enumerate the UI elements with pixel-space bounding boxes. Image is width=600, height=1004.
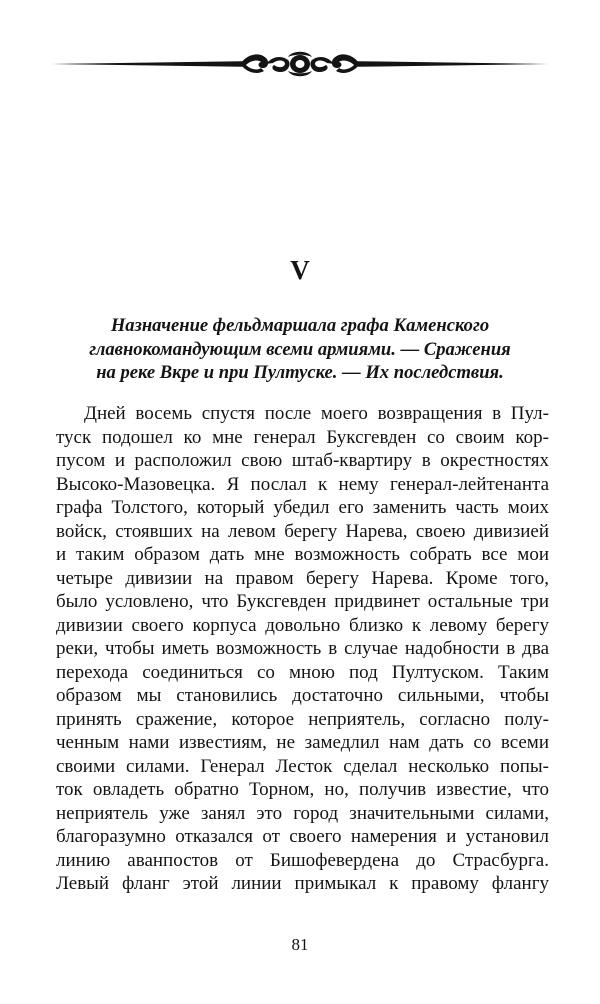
text-line: дивизии своего корпуса довольно близко к левому берегу: [56, 614, 549, 636]
text-line: перехода соединиться со мною под Пултуском. Таким: [56, 661, 549, 683]
text-line: принять сражение, которое неприятель, согласно полу-: [56, 708, 549, 730]
chapter-title-line: Назначение фельдмаршала графа Каменского: [110, 315, 490, 336]
text-line: образом мы становились достаточно сильными, чтобы: [56, 685, 549, 706]
text-line: пусом и расположил свою штаб-квартиру в окрестностях: [56, 450, 549, 471]
text-line: туск подошел ко мне генерал Буксгевден со своим кор-: [56, 426, 549, 448]
body-paragraph: [56, 402, 549, 896]
text-line: четыре дивизии на правом берегу Нарева. Кроме того,: [56, 567, 549, 589]
text-line: Дней восемь спустя после моего возвращения в Пул-: [84, 403, 549, 424]
text-line: своими силами. Генерал Лесток сделал несколько попы-: [56, 755, 549, 777]
text-line: реки, чтобы иметь возможность в случае надобности в два: [56, 638, 549, 659]
text-line: линию аванпостов от Бишофевердена до Страсбурга.: [56, 849, 549, 871]
decorative-ornament-divider: [52, 44, 548, 84]
text-line: графа Толстого, который убедил его заменить часть моих: [56, 497, 549, 518]
chapter-number: V: [290, 255, 310, 285]
chapter-title-line: главнокомандующим всеми армиями. — Сражения: [89, 338, 511, 360]
text-line: Левый фланг этой линии примыкал к правому флангу: [56, 873, 549, 894]
chapter-title: [70, 314, 530, 385]
text-line: благоразумно отказался от своего намерения и установил: [56, 826, 549, 847]
text-line: ток овладеть обратно Торном, но, получив известие, что: [56, 779, 549, 800]
text-line: войск, стоявших на левом берегу Нарева, своею дивизией: [56, 520, 549, 542]
text-line: Высоко-Мазовецка. Я послал к нему генерал-лейтенанта: [56, 473, 549, 495]
text-line: и таким образом дать мне возможность собрать все мои: [56, 544, 549, 565]
chapter-title-line: на реке Вкре и при Пултуске. — Их последствия.: [96, 362, 504, 383]
page-number: 81: [291, 935, 309, 954]
text-line: было условлено, что Буксгевден придвинет остальные три: [56, 591, 549, 612]
text-line: ченным нами известиям, не замедлил нам дать со всеми: [56, 732, 549, 753]
text-line: неприятель уже занял это город значительными силами,: [56, 802, 549, 824]
